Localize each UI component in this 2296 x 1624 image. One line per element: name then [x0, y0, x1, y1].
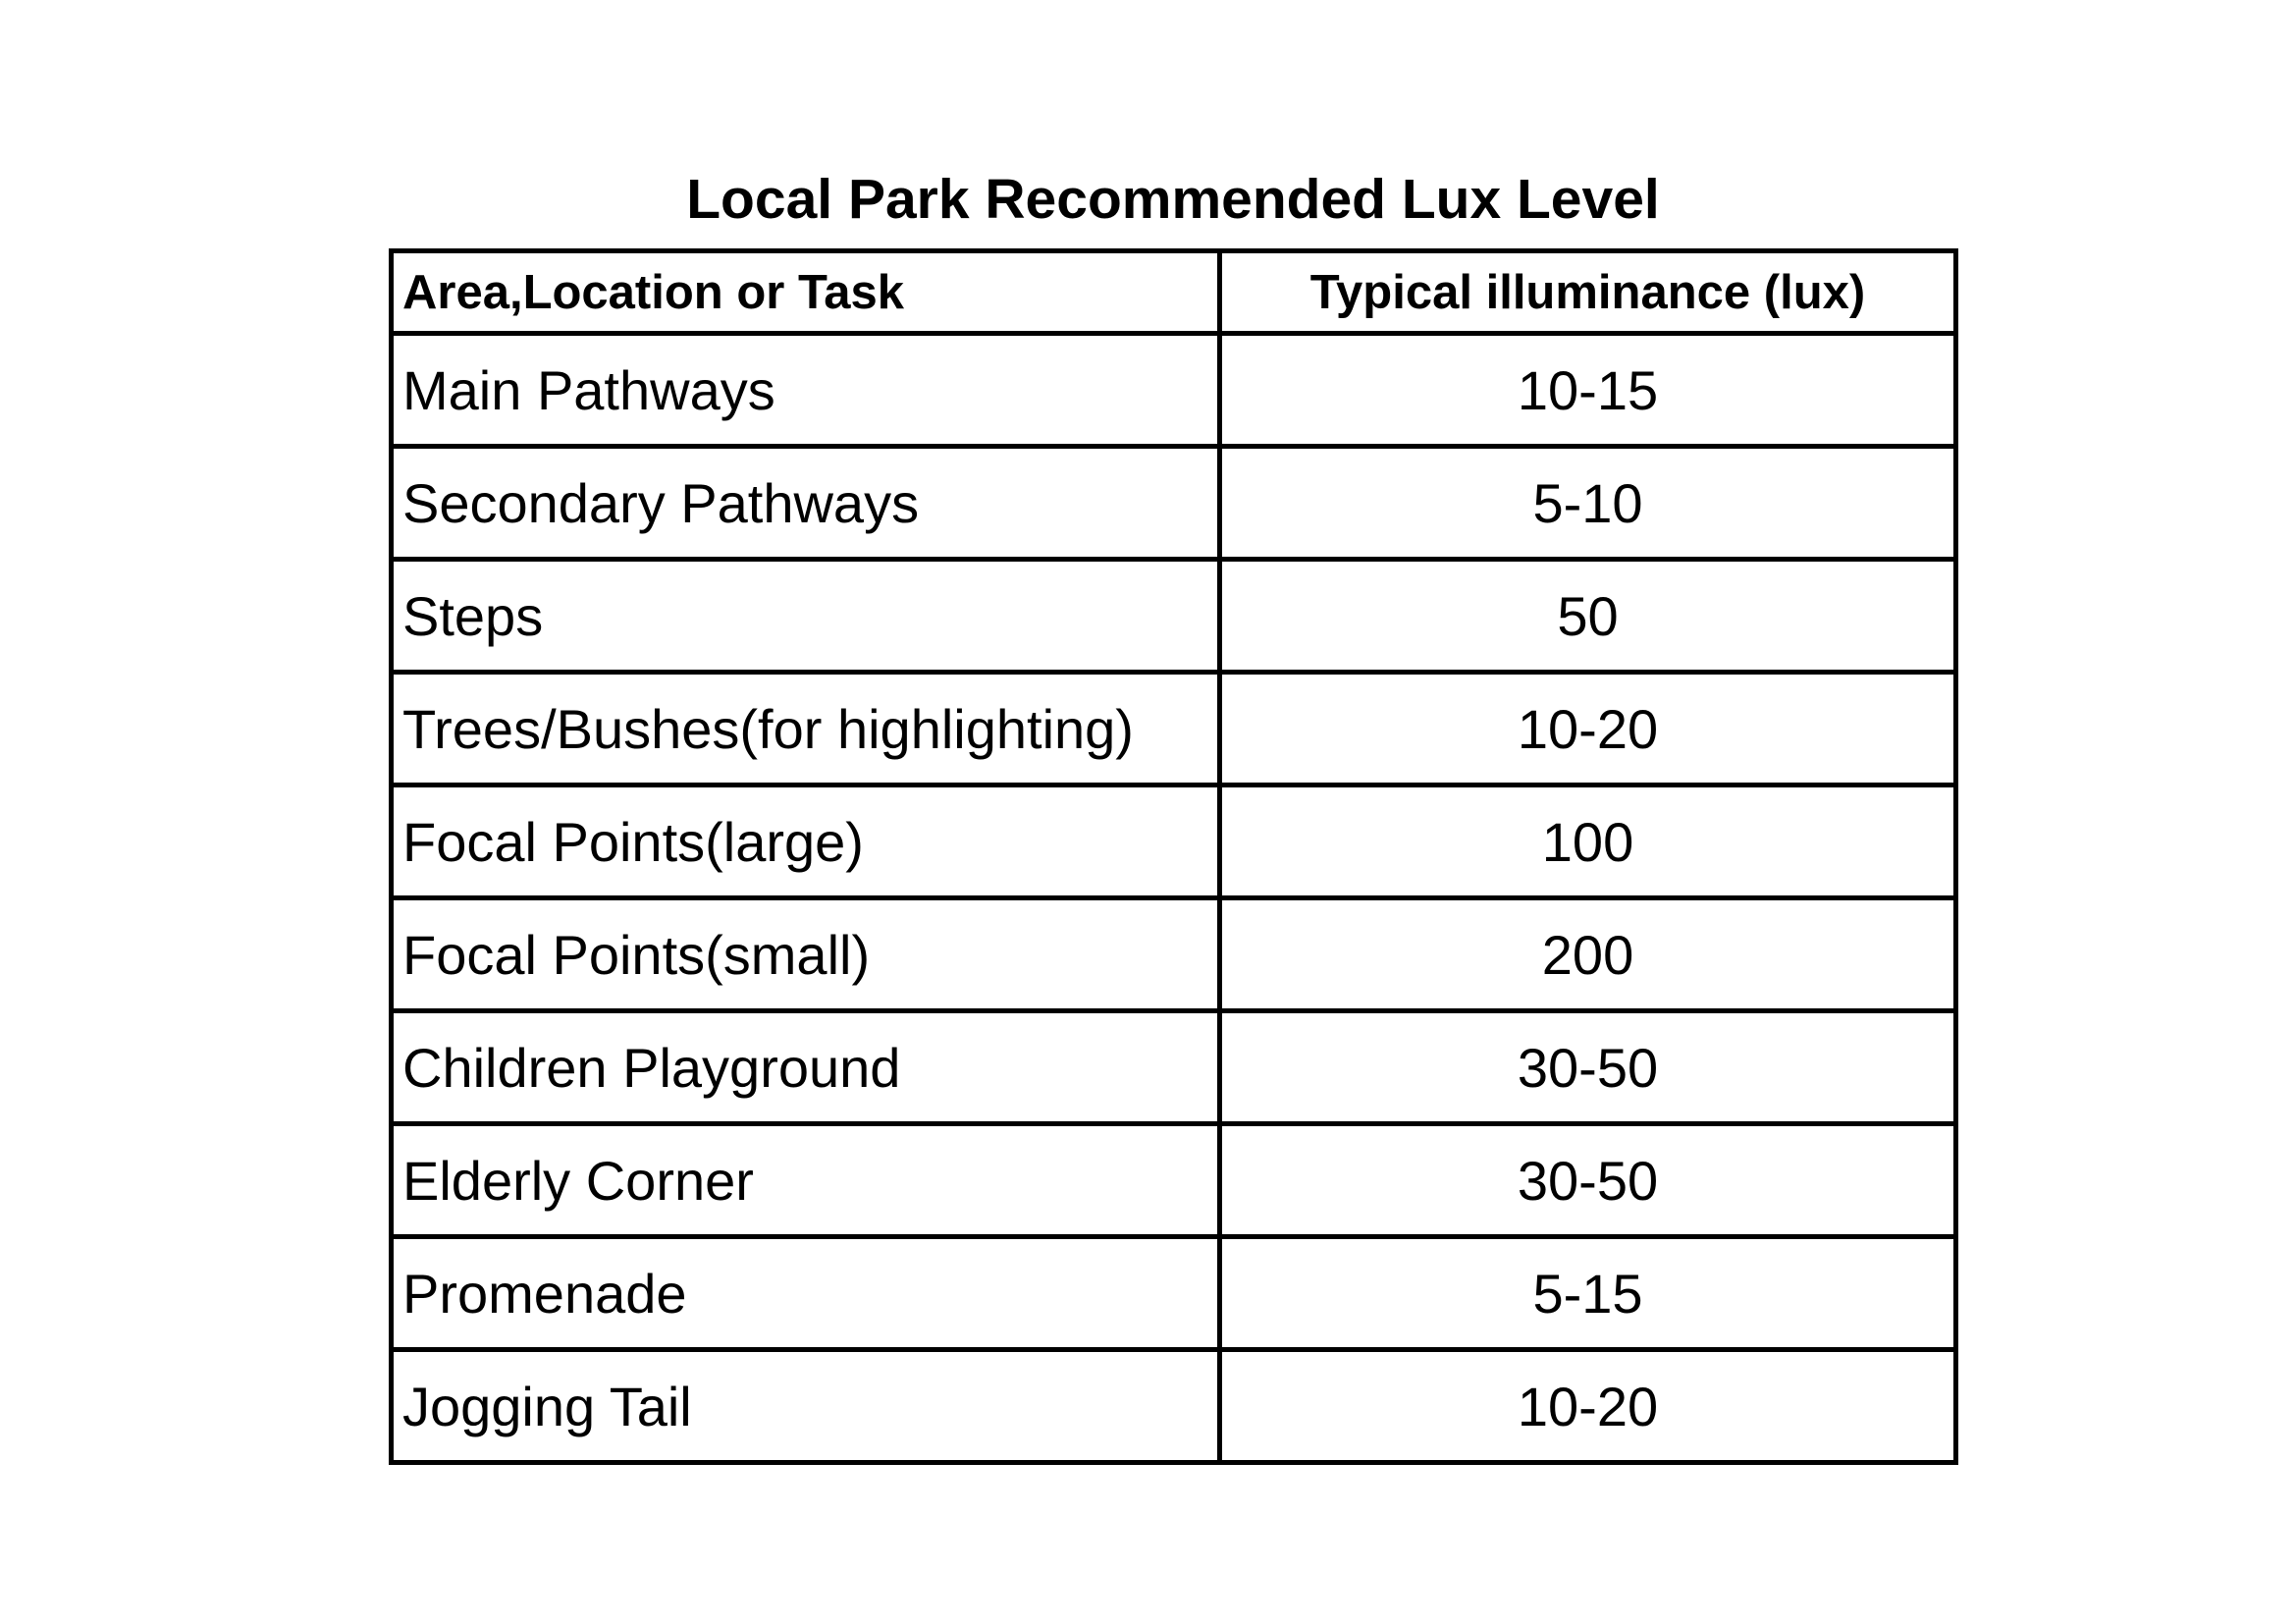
area-cell: Steps: [392, 560, 1220, 673]
table-row: [392, 560, 1956, 673]
lux-cell: 100: [1220, 785, 1956, 898]
page-title: Local Park Recommended Lux Level: [686, 168, 1660, 231]
column-header-area: Area,Location or Task: [392, 251, 1220, 334]
table-row: [392, 785, 1956, 898]
table-row: [392, 673, 1956, 785]
table-header-row: [392, 251, 1956, 334]
lux-cell: 10-20: [1220, 673, 1956, 785]
lux-level-table: [389, 248, 1958, 1465]
lux-cell: 5-15: [1220, 1237, 1956, 1350]
area-cell: Focal Points(large): [392, 785, 1220, 898]
area-cell: Trees/Bushes(for highlighting): [392, 673, 1220, 785]
column-header-lux: Typical illuminance (lux): [1220, 251, 1956, 334]
area-cell: Jogging Tail: [392, 1350, 1220, 1463]
lux-cell: 30-50: [1220, 1011, 1956, 1124]
area-cell: Focal Points(small): [392, 898, 1220, 1011]
table-row: [392, 1350, 1956, 1463]
lux-cell: 5-10: [1220, 447, 1956, 560]
lux-cell: 50: [1220, 560, 1956, 673]
table-row: [392, 447, 1956, 560]
table-row: [392, 334, 1956, 447]
lux-cell: 30-50: [1220, 1124, 1956, 1237]
lux-cell: 10-20: [1220, 1350, 1956, 1463]
area-cell: Children Playground: [392, 1011, 1220, 1124]
area-cell: Promenade: [392, 1237, 1220, 1350]
lux-cell: 200: [1220, 898, 1956, 1011]
table-row: [392, 898, 1956, 1011]
lux-cell: 10-15: [1220, 334, 1956, 447]
area-cell: Secondary Pathways: [392, 447, 1220, 560]
table-row: [392, 1237, 1956, 1350]
area-cell: Elderly Corner: [392, 1124, 1220, 1237]
table-row: [392, 1011, 1956, 1124]
table-row: [392, 1124, 1956, 1237]
area-cell: Main Pathways: [392, 334, 1220, 447]
